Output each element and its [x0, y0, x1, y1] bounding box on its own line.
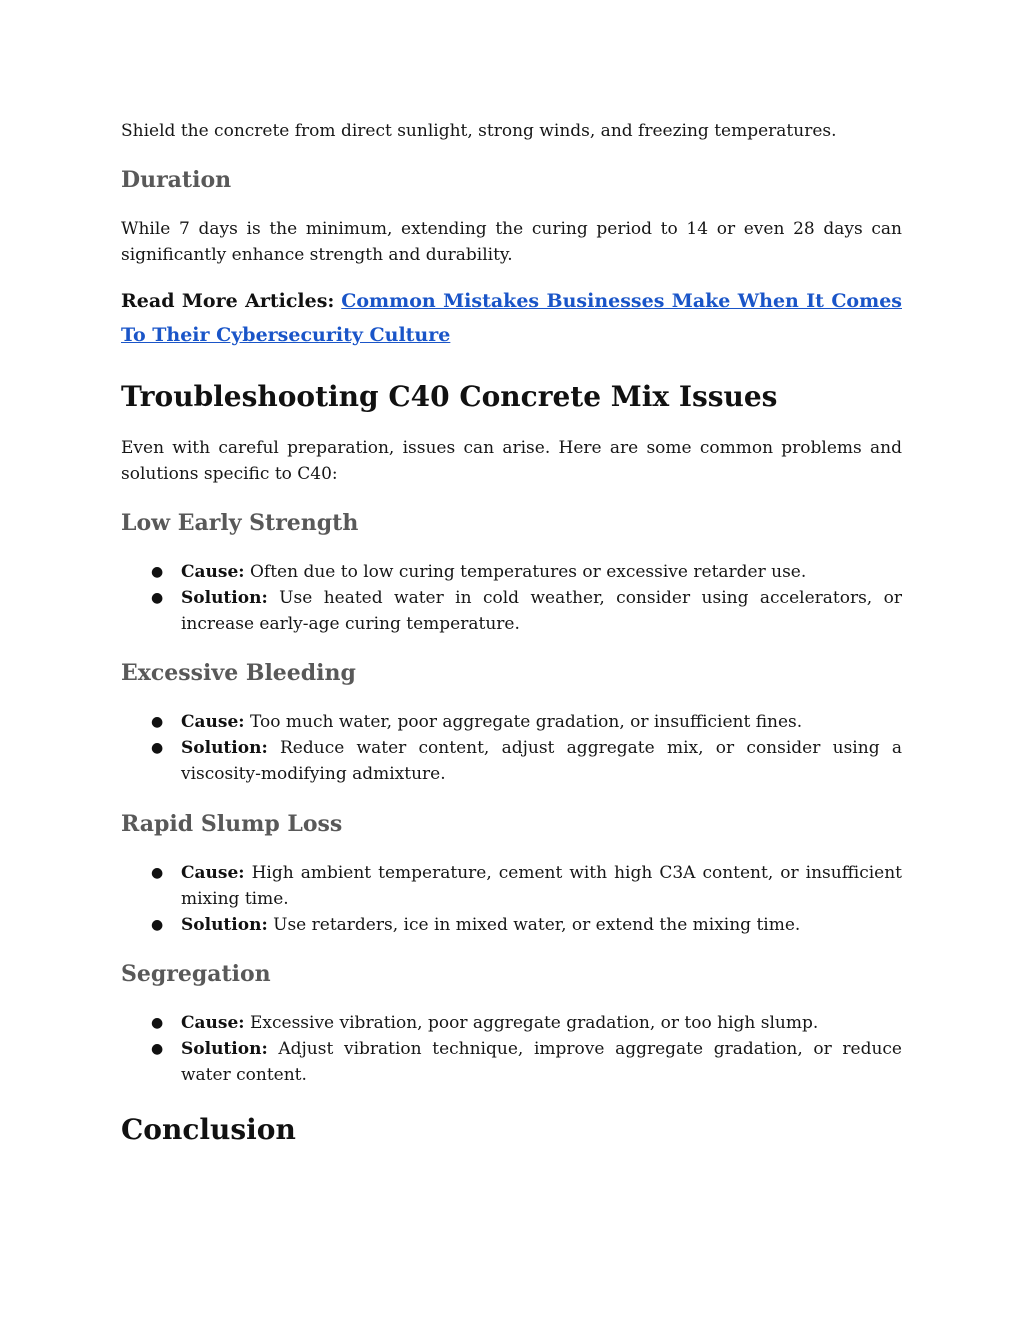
list-item [121, 559, 902, 585]
bullet-list [121, 1010, 902, 1088]
bullet-list [121, 860, 902, 938]
bullet-icon: ● [151, 917, 164, 933]
section-heading-low-early-strength: Low Early Strength [121, 510, 359, 536]
conclusion-heading: Conclusion [121, 1113, 296, 1146]
item-label: Solution: [181, 915, 268, 935]
item-label: Cause: [181, 1013, 245, 1033]
bullet-list [121, 559, 902, 637]
section-heading-rapid-slump-loss: Rapid Slump Loss [121, 811, 343, 837]
item-text: High ambient temperature, cement with high C3A content, or insufficient mixing time. [181, 863, 903, 909]
list-item [121, 1010, 902, 1036]
item-label: Cause: [181, 712, 245, 732]
item-text: Excessive vibration, poor aggregate gradation, or too high slump. [249, 1013, 819, 1033]
section-heading-segregation: Segregation [121, 961, 271, 987]
item-text: Often due to low curing temperatures or excessive retarder use. [249, 562, 807, 582]
intro-paragraph: Shield the concrete from direct sunlight, strong winds, and freezing temperatures. [121, 121, 837, 141]
list-item [121, 585, 902, 637]
list-item [121, 860, 902, 912]
list-item [121, 735, 902, 787]
item-text: Reduce water content, adjust aggregate mix, or consider using a viscosity-modifying admixture. [181, 738, 902, 784]
item-text: Adjust vibration technique, improve aggregate gradation, or reduce water content. [181, 1039, 902, 1085]
item-text: Use retarders, ice in mixed water, or extend the mixing time. [273, 915, 801, 935]
troubleshooting-heading: Troubleshooting C40 Concrete Mix Issues [121, 380, 778, 413]
troubleshooting-intro: Even with careful preparation, issues can arise. Here are some common problems and solutions specific to C40: [121, 438, 902, 484]
read-more-link[interactable]: Common Mistakes Businesses Make When It Comes To Their Cybersecurity Culture [121, 290, 902, 346]
list-item [121, 709, 902, 735]
item-label: Solution: [181, 1039, 268, 1059]
duration-heading: Duration [121, 167, 232, 193]
item-label: Cause: [181, 863, 245, 883]
item-text: Too much water, poor aggregate gradation, or insufficient fines. [249, 712, 803, 732]
bullet-list [121, 709, 902, 787]
item-label: Cause: [181, 562, 245, 582]
list-item [121, 912, 902, 938]
bullet-icon: ● [151, 740, 164, 756]
bullet-icon: ● [151, 590, 164, 606]
bullet-icon: ● [151, 564, 164, 580]
bullet-icon: ● [151, 714, 164, 730]
duration-paragraph: While 7 days is the minimum, extending the curing period to 14 or even 28 days can significantly enhance strength and durability. [121, 219, 902, 265]
section-heading-excessive-bleeding: Excessive Bleeding [121, 660, 356, 686]
item-label: Solution: [181, 738, 268, 758]
bullet-icon: ● [151, 1041, 164, 1057]
bullet-icon: ● [151, 1015, 164, 1031]
list-item [121, 1036, 902, 1088]
read-more-line [121, 284, 902, 352]
item-label: Solution: [181, 588, 268, 608]
read-more-label: Read More Articles: [121, 290, 335, 312]
bullet-icon: ● [151, 865, 164, 881]
item-text: Use heated water in cold weather, consider using accelerators, or increase early-age curing temperature. [181, 588, 903, 634]
